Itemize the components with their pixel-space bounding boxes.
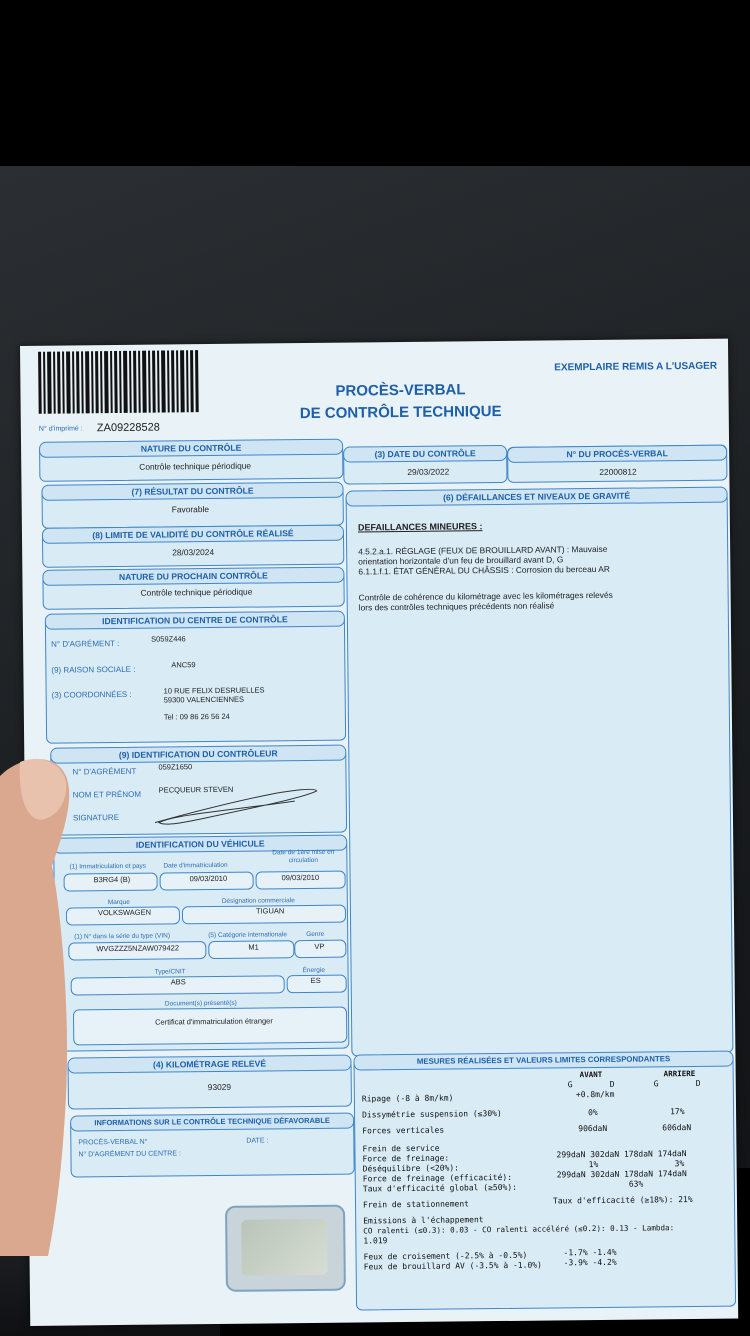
genre-label: Genre bbox=[306, 930, 325, 939]
first-circ-label: Date de 1ère mise en circulation bbox=[272, 848, 335, 865]
mileage-value: 93029 bbox=[207, 1081, 232, 1093]
center-tel: Tel : 09 86 26 56 24 bbox=[163, 711, 230, 722]
service-brake-label: Frein de service bbox=[362, 1143, 440, 1154]
mileage-heading: (4) KILOMÉTRAGE RELEVÉ bbox=[67, 1055, 351, 1074]
col-g-rear: G bbox=[653, 1079, 659, 1089]
dissym-rear: 17% bbox=[670, 1107, 685, 1117]
unfavorable-pv-label: PROCÈS-VERBAL N° bbox=[78, 1138, 148, 1147]
emissions-label: Emissions à l'échappement bbox=[363, 1215, 484, 1226]
emissions-line-1: CO ralenti (≤0.3): 0.03 - CO ralenti accéléré (≤0.2): 0.13 - Lambda: bbox=[363, 1223, 675, 1236]
type-value: ABS bbox=[170, 977, 186, 987]
ripage-label: Ripage (-8 à 8m/km) bbox=[361, 1093, 454, 1104]
imbalance-rear: 3% bbox=[674, 1159, 685, 1169]
global-eff-value: 63% bbox=[628, 1179, 644, 1189]
center-box bbox=[45, 615, 346, 744]
signature-image bbox=[145, 783, 325, 830]
documents-label: Document(s) présenté(s) bbox=[164, 999, 237, 1008]
center-raison: ANC59 bbox=[171, 660, 196, 670]
categorie-label: (5) Catégorie internationale bbox=[208, 931, 287, 940]
pv-heading: N° DU PROCÈS-VERBAL bbox=[507, 445, 727, 463]
type-label: Type/CNIT bbox=[154, 968, 186, 976]
nature-heading: NATURE DU CONTRÔLE bbox=[39, 439, 343, 458]
dissym-front: 0% bbox=[588, 1107, 598, 1118]
first-circ-value: 09/03/2010 bbox=[281, 872, 320, 883]
date-value: 29/03/2022 bbox=[407, 466, 450, 477]
defects-heading: (6) DÉFAILLANCES ET NIVEAUX DE GRAVITÉ bbox=[346, 487, 728, 507]
energie-label: Énergie bbox=[302, 966, 325, 975]
pv-value: 22000812 bbox=[599, 466, 637, 477]
result-heading: (7) RÉSULTAT DU CONTRÔLE bbox=[41, 482, 343, 501]
col-d-front: D bbox=[609, 1079, 615, 1089]
unfavorable-date-label: DATE : bbox=[246, 1137, 269, 1145]
braking-eff-values: 299daN 302daN 178daN 174daN bbox=[556, 1169, 687, 1180]
vin-label: (1) N° dans la série du type (VIN) bbox=[74, 932, 171, 941]
inspector-name: PECQUEUR STEVEN bbox=[158, 784, 234, 795]
center-address1: 10 RUE FELIX DESRUELLES bbox=[163, 685, 265, 696]
immat-label: (1) Immatriculation et pays bbox=[69, 862, 147, 871]
next-heading: NATURE DU PROCHAIN CONTRÔLE bbox=[42, 567, 344, 586]
date-immat-value: 09/03/2010 bbox=[189, 873, 228, 884]
photo-background bbox=[0, 166, 750, 1272]
immat-value: B3RG4 (B) bbox=[93, 874, 131, 885]
next-value: Contrôle technique périodique bbox=[140, 586, 253, 598]
genre-value: VP bbox=[314, 941, 325, 951]
print-number-label: N° d'imprimé : bbox=[38, 425, 83, 433]
center-address2: 59300 VALENCIENNES bbox=[163, 694, 245, 705]
documents-value: Certificat d'immatriculation étranger bbox=[155, 1016, 273, 1027]
unfavorable-heading: INFORMATIONS SUR LE CONTRÔLE TECHNIQUE DÉFAVORABLE bbox=[70, 1113, 354, 1132]
ripage-value: +0.8m/km bbox=[575, 1089, 615, 1100]
vin-value: WVGZZZ5NZAW079422 bbox=[96, 943, 180, 954]
defect-line-2: orientation horizontale d'un feu de brouillard avant D, G bbox=[358, 554, 564, 567]
document-subtitle: DE CONTRÔLE TECHNIQUE bbox=[299, 402, 502, 423]
forces-front: 906daN bbox=[578, 1123, 608, 1134]
defect-line-4: Contrôle de cohérence du kilométrage avec les kilométrages relevés bbox=[358, 589, 613, 603]
col-d-rear: D bbox=[695, 1078, 701, 1088]
col-g-front: G bbox=[567, 1080, 573, 1090]
center-coord-label: (3) COORDONNÉES : bbox=[51, 689, 132, 700]
low-beam-label: Feux de croisement (-2.5% à -0.5%) bbox=[363, 1250, 528, 1262]
copy-note: EXEMPLAIRE REMIS A L'USAGER bbox=[554, 360, 718, 374]
braking-force-values: 299daN 302daN 178daN 174daN bbox=[556, 1149, 687, 1160]
center-raison-label: (9) RAISON SOCIALE : bbox=[51, 664, 136, 675]
fog-light-values: -3.9% -4.2% bbox=[563, 1257, 617, 1268]
forces-label: Forces verticales bbox=[362, 1125, 445, 1136]
inspector-agrement: 059Z1650 bbox=[158, 762, 193, 772]
center-heading: IDENTIFICATION DU CENTRE DE CONTRÔLE bbox=[45, 611, 345, 630]
dissym-label: Dissymétrie suspension (≤30%) bbox=[362, 1108, 502, 1120]
vehicle-heading: IDENTIFICATION DU VÉHICULE bbox=[53, 835, 347, 854]
defect-line-5: lors des contrôles techniques précédents non réalisé bbox=[358, 600, 555, 613]
marque-label: Marque bbox=[107, 898, 130, 907]
defect-line-1: 4.5.2.a.1. RÉGLAGE (FEUX DE BROUILLARD AVANT) : Mauvaise bbox=[358, 543, 608, 557]
inspector-heading: (9) IDENTIFICATION DU CONTRÔLEUR bbox=[50, 745, 346, 764]
validity-heading: (8) LIMITE DE VALIDITÉ DU CONTRÔLE RÉALISÉ bbox=[42, 525, 344, 544]
result-value: Favorable bbox=[171, 504, 210, 515]
designation-label: Désignation commerciale bbox=[221, 897, 295, 905]
defects-title: DEFAILLANCES MINEURES : bbox=[357, 521, 483, 533]
barcode-image bbox=[38, 350, 199, 414]
forces-rear: 606daN bbox=[662, 1123, 692, 1133]
braking-force-label: Force de freinage: bbox=[362, 1153, 450, 1164]
parking-brake-value: Taux d'efficacité (≥18%): 21% bbox=[552, 1195, 693, 1206]
vignette-image bbox=[241, 1219, 328, 1276]
inspector-name-label: NOM ET PRÉNOM bbox=[72, 789, 142, 800]
energie-value: ES bbox=[310, 975, 321, 985]
unfavorable-agrement-label: N° D'AGRÉMENT DU CENTRE : bbox=[78, 1150, 181, 1159]
hand-image bbox=[0, 756, 75, 1256]
categorie-value: M1 bbox=[248, 942, 259, 952]
designation-value: TIGUAN bbox=[255, 906, 285, 916]
marque-value: VOLKSWAGEN bbox=[97, 907, 152, 918]
imbalance-front: 1% bbox=[588, 1159, 599, 1170]
stamp-window bbox=[225, 1205, 346, 1292]
center-agrement-label: N° D'AGRÉMENT : bbox=[51, 638, 120, 649]
avant-heading: AVANT bbox=[579, 1069, 603, 1080]
arriere-heading: ARRIERE bbox=[663, 1068, 696, 1079]
braking-eff-label: Force de freinage (efficacité): bbox=[362, 1172, 513, 1184]
defect-line-3: 6.1.1.f.1. ÉTAT GÉNÉRAL DU CHÂSSIS : Corrosion du berceau AR bbox=[358, 563, 610, 577]
print-number: ZA09228528 bbox=[96, 421, 160, 435]
date-immat-label: Date d'immatriculation bbox=[163, 861, 228, 870]
inspector-signature-label: SIGNATURE bbox=[72, 812, 120, 823]
validity-value: 28/03/2024 bbox=[172, 546, 215, 558]
global-eff-label: Taux d'efficacité global (≥50%): bbox=[362, 1182, 518, 1194]
parking-brake-label: Frein de stationnement bbox=[362, 1199, 470, 1210]
inspector-agrement-label: N° D'AGRÉMENT bbox=[72, 766, 137, 777]
nature-value: Contrôle technique périodique bbox=[139, 460, 252, 472]
date-heading: (3) DATE DU CONTRÔLE bbox=[343, 445, 507, 463]
imbalance-label: Déséquilibre (<20%): bbox=[362, 1163, 460, 1174]
emissions-line-2: 1.019 bbox=[363, 1236, 388, 1246]
center-agrement: S059Z446 bbox=[151, 634, 186, 644]
fog-light-label: Feux de brouillard AV (-3.5% à -1.0%) bbox=[363, 1260, 542, 1272]
measures-heading: MESURES RÉALISÉES ET VALEURS LIMITES CORRESPONDANTES bbox=[353, 1051, 733, 1071]
document-title: PROCÈS-VERBAL bbox=[335, 381, 466, 400]
low-beam-values: -1.7% -1.4% bbox=[563, 1247, 617, 1258]
document-sheet bbox=[20, 339, 738, 1326]
